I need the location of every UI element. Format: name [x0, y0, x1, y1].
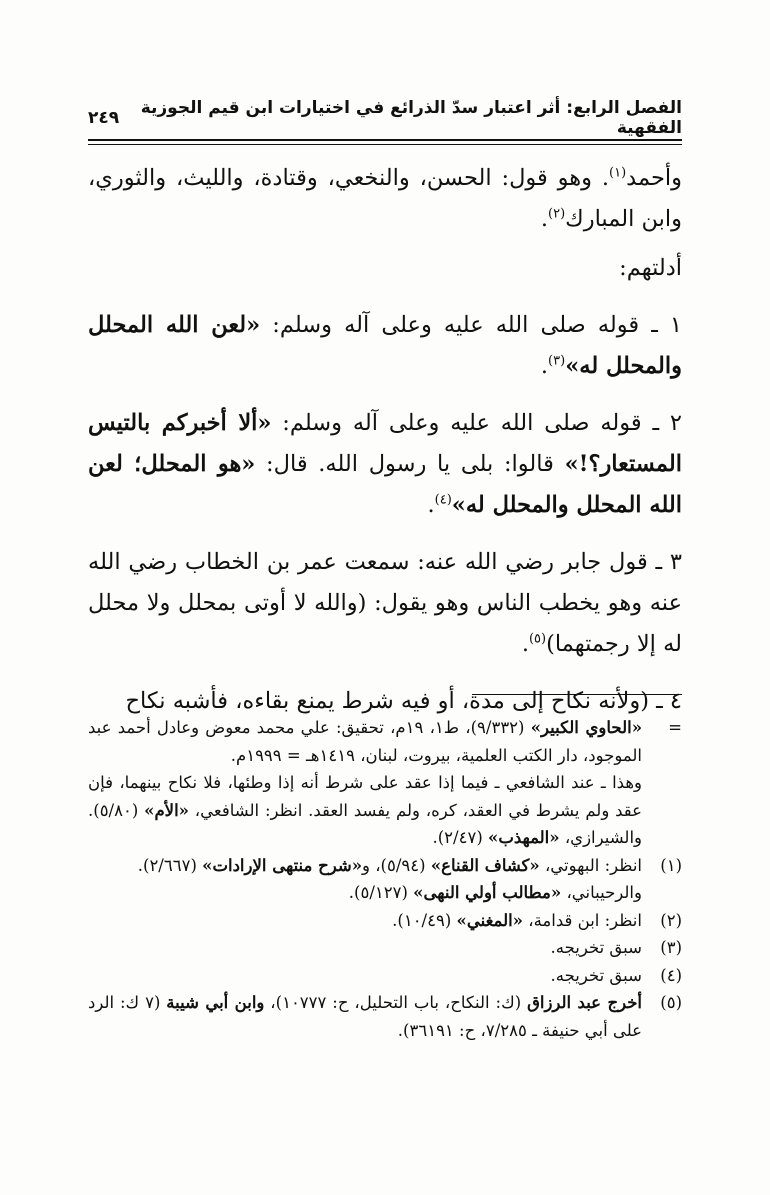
author-name: أخرج عبد الرزاق [527, 993, 642, 1012]
footnote-number: (٥) [660, 993, 682, 1012]
footnote-separator [472, 694, 682, 695]
book-title: «الحاوي الكبير» [530, 718, 643, 737]
footnote-line [88, 769, 642, 852]
running-header [88, 100, 682, 136]
footnote-continued [88, 714, 682, 852]
evidence-2 [88, 403, 682, 526]
evidence-1 [88, 305, 682, 387]
text: (ك: النكاح، باب التحليل، ح: ١٠٧٧٧)، [264, 993, 528, 1012]
evidence-4: ٤ ـ (ولأنه نكاح إلى مدة، أو فيه شرط يمنع بقاءه، فأشبه نكاح [125, 688, 682, 714]
hadith-quote: «هو المحلل؛ لعن الله المحلل والمحلل له» [88, 451, 682, 518]
book-title: «المهذب» [488, 828, 560, 847]
footnote-number: (٢) [660, 910, 682, 930]
text: (٥/١٢٧). [348, 883, 414, 902]
text: (٩/٣٣٢)، ط١، ١٩م، تحقيق: علي محمد معوض وعادل أحمد عبد الموجود، دار الكتب العلمية، بيروت، لبنان، ١٤١٩هـ = ١٩٩٩م. [88, 718, 642, 765]
header-rule-thin [88, 144, 682, 145]
text: والرحيباني، [561, 883, 642, 902]
text: (٥/٨٠). والشيرازي، [88, 800, 642, 847]
footnote-ref-2: (٢) [548, 206, 566, 222]
footnote-body [88, 907, 642, 935]
footnote-number: (١) [660, 855, 682, 875]
footnote-line [88, 879, 642, 907]
footnote-body: سبق تخريجه. [550, 938, 642, 957]
footnote-ref-3: (٣) [548, 353, 566, 369]
book-title: «الأم» [144, 800, 189, 820]
footnote-number: (٣) [660, 938, 682, 957]
text: وأحمد [626, 165, 682, 191]
text: . [540, 353, 549, 379]
text: . وهو قول: الحسن، والنخعي، وقتادة، والليث، والثوري، وابن المبارك [88, 165, 682, 232]
text: قالوا: بلى يا رسول الله. قال: [255, 451, 565, 477]
header-rule [88, 139, 682, 141]
paragraph-opinion [88, 158, 682, 240]
footnote-line [88, 714, 642, 769]
book-title: «شرح منتهى الإرادات» [202, 855, 363, 875]
footnote-body: سبق تخريجه. [550, 965, 642, 985]
footnote-line [88, 852, 642, 880]
footnote-3 [88, 934, 682, 962]
hadith-quote: «ألا أخبركم بالتيس المستعار؟!» [88, 410, 682, 477]
chapter-title: الفصل الرابع: أثر اعتبار سدّ الذرائع في اختيارات ابن قيم الجوزية الفقهية [140, 98, 682, 138]
text: (٢/٤٧). [432, 828, 488, 847]
footnote-number: (٤) [660, 965, 682, 985]
text: . [427, 492, 435, 518]
text: انظر: البهوتي، [539, 855, 642, 875]
text: وهذا ـ عند الشافعي ـ فيما إذا عقد على شرط أنه إذا وطئها، فلا نكاح بينهما، فإن عقد ولم يشرط في العقد، كره، ولم يفسد العقد. انظر: الشافعي، [88, 773, 642, 820]
footnote-body [88, 714, 642, 852]
text: . [521, 631, 529, 657]
evidence-3 [88, 542, 682, 665]
text: (٥/٩٤)، و [362, 855, 431, 875]
footnote-ref-1: (١) [609, 165, 627, 181]
text: ٢ ـ قوله صلى الله عليه وعلى آله وسلم: [271, 410, 682, 436]
footnote-ref-4: (٤) [434, 492, 452, 508]
page-number: ٢٤٩ [88, 108, 120, 128]
main-text [88, 158, 682, 738]
footnote-2 [88, 907, 682, 935]
footnote-body [88, 989, 642, 1044]
text: . [540, 206, 549, 232]
footnote-marker: = [668, 718, 682, 737]
text: ٣ ـ قول جابر رضي الله عنه: سمعت عمر بن الخطاب رضي الله عنه وهو يخطب الناس وهو يقول: (والله لا أوتى بمحلل ولا محلل له إلا رجمتهما) [88, 549, 682, 657]
text: انظر: ابن قدامة، [523, 910, 642, 930]
heading-evidence: أدلتهم: [619, 255, 682, 281]
text: (٢/٦٦٧). [137, 855, 203, 875]
book-title: «مطالب أولي النهى» [413, 883, 562, 902]
footnote-1 [88, 852, 682, 907]
footnote-5 [88, 989, 682, 1044]
book-title: «كشاف القناع» [430, 855, 540, 875]
footnote-4 [88, 962, 682, 990]
footnote-body [88, 852, 642, 907]
footnote-ref-5: (٥) [528, 631, 547, 647]
text: (٧ ك: الرد على أبي حنيفة ـ ٧/٢٨٥، ح: ٣٦١٩١). [88, 993, 642, 1040]
hadith-quote: «لعن الله المحلل والمحلل له» [88, 312, 682, 379]
book-title: «المغني» [456, 910, 523, 930]
text: ١ ـ قوله صلى الله عليه وعلى آله وسلم: [260, 312, 683, 338]
text: (١٠/٤٩). [392, 910, 457, 930]
author-name: وابن أبي شيبة [166, 993, 265, 1012]
footnotes [88, 714, 682, 1044]
